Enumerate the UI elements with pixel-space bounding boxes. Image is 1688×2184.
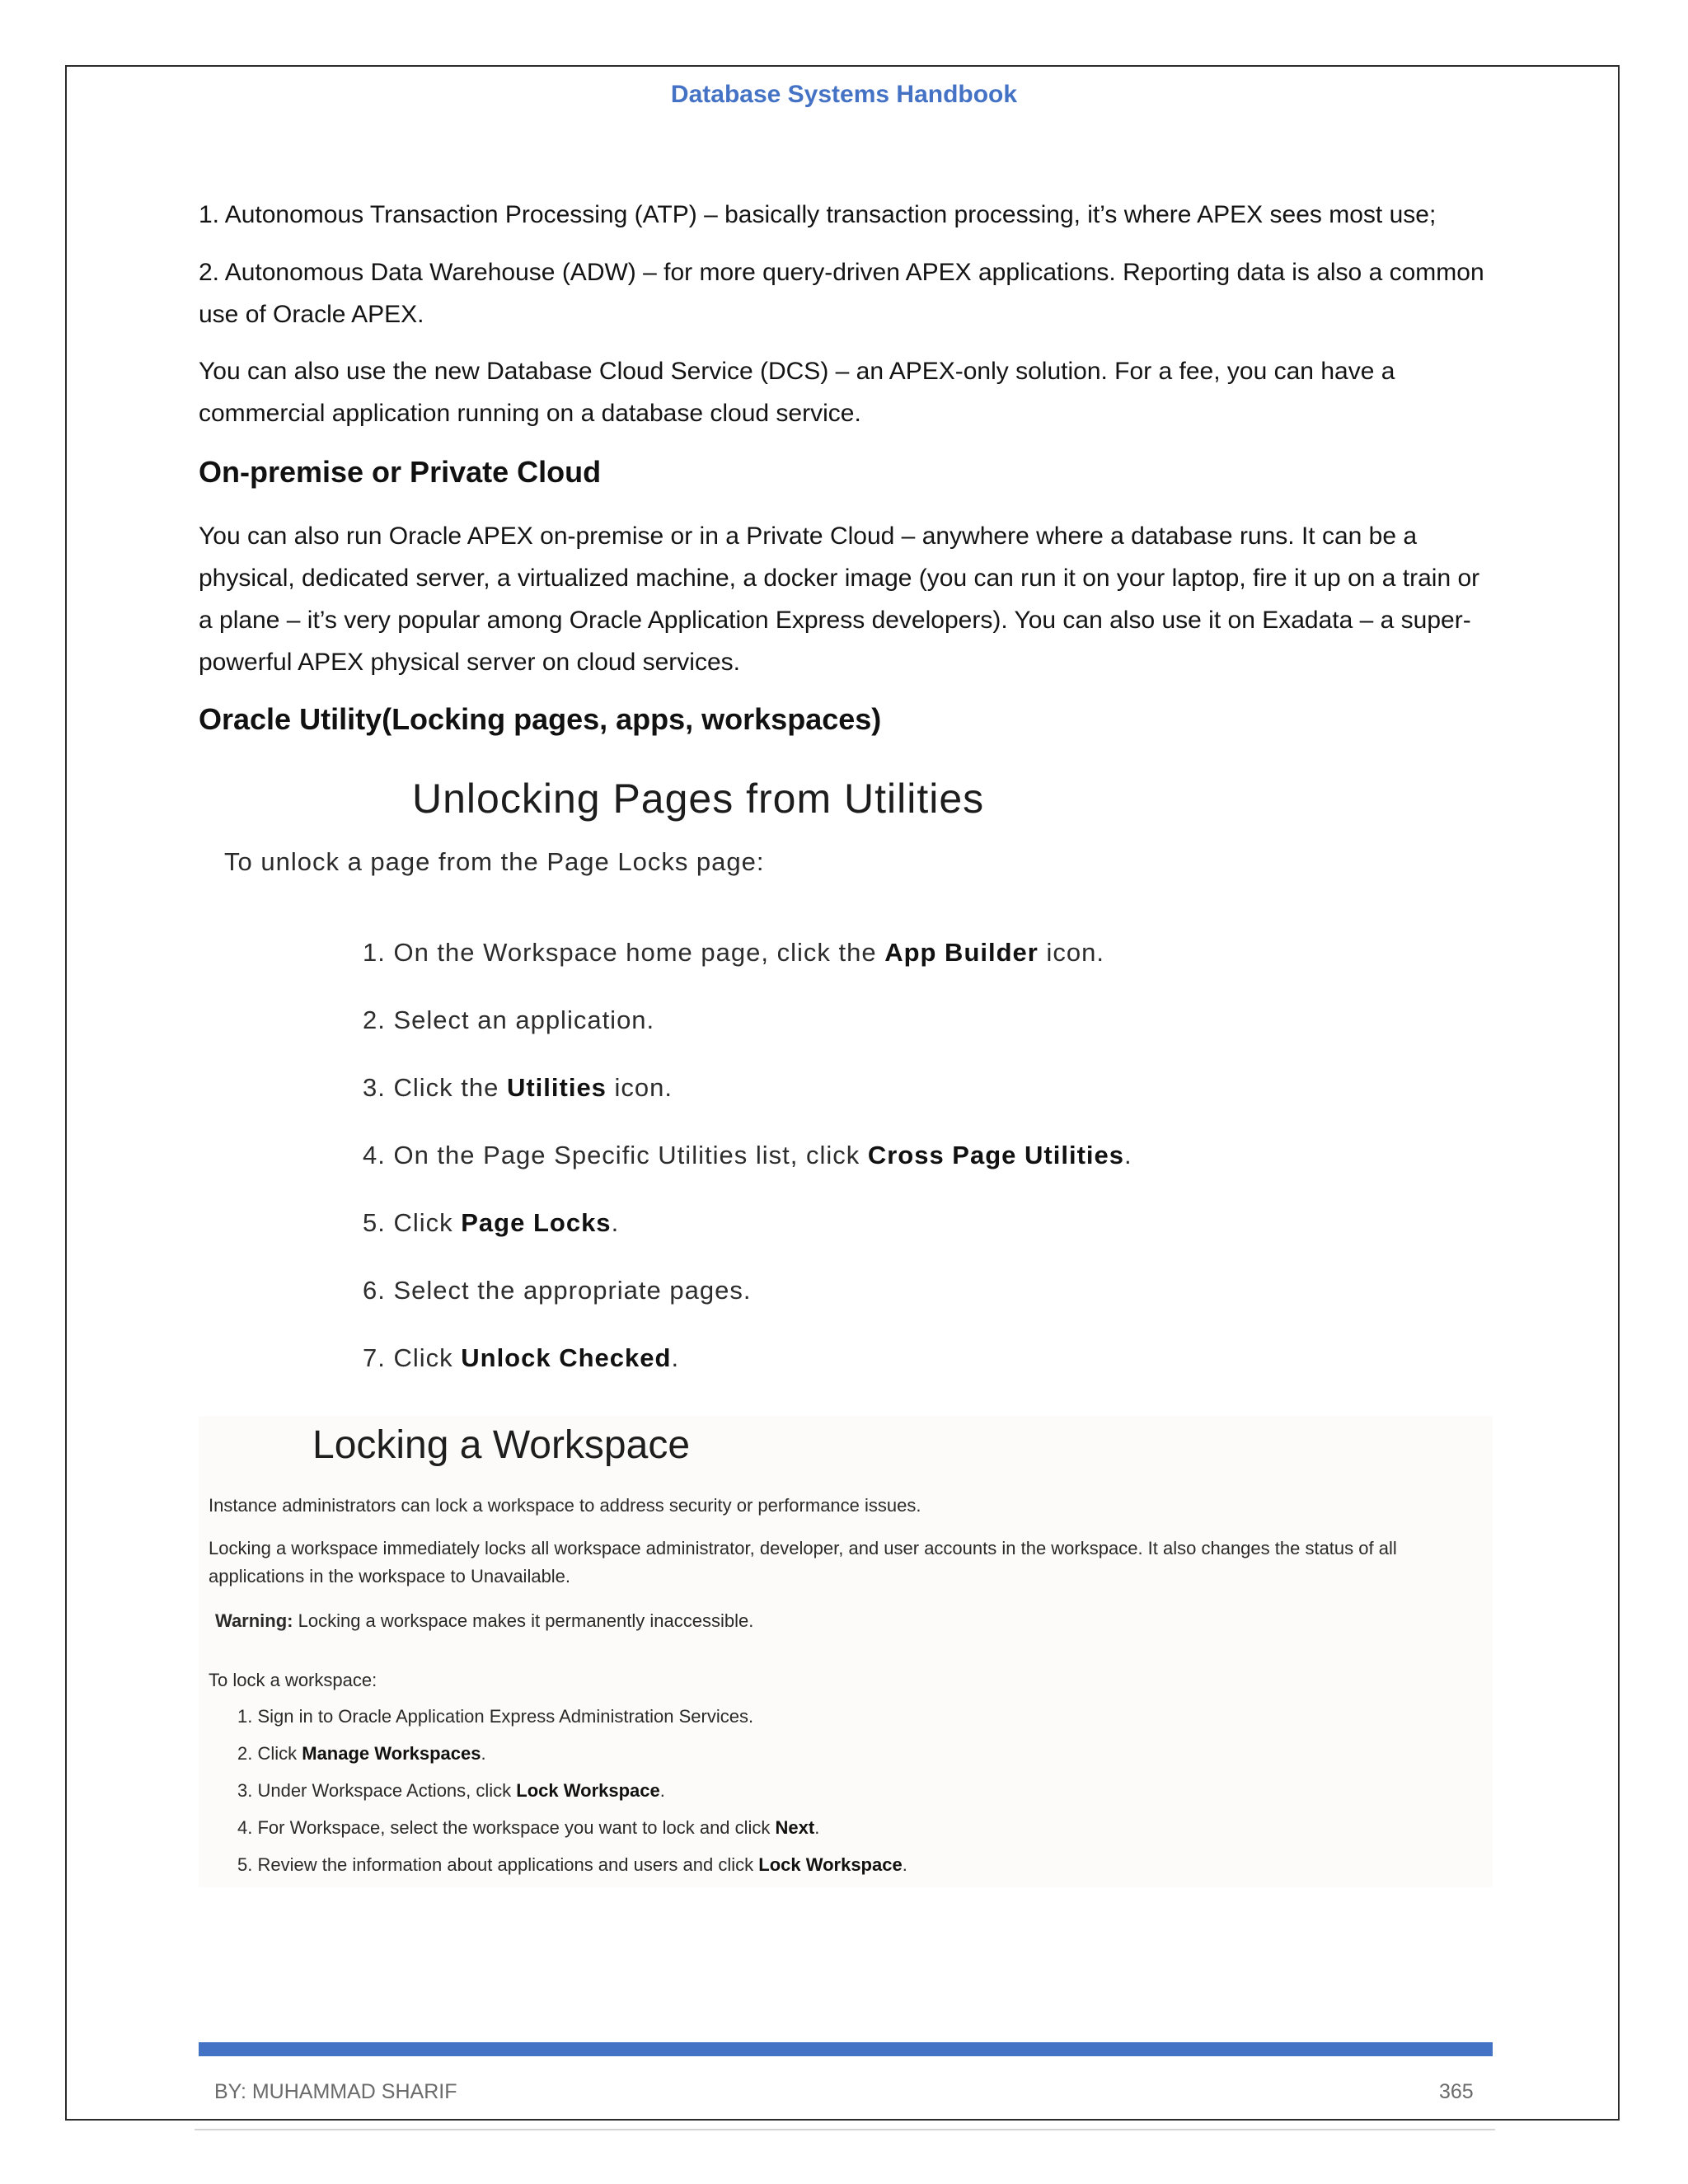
list-item: 5. Review the information about applications and users and click Lock Workspace. <box>237 1854 907 1875</box>
locking-steps <box>237 1706 907 1891</box>
locking-title: Locking a Workspace <box>312 1423 691 1467</box>
page-number: 365 <box>1439 2080 1474 2103</box>
paragraph-dcs: You can also use the new Database Cloud Service (DCS) – an APEX-only solution. For a fee, you can have a commercial application running on a database cloud service. <box>199 358 1395 427</box>
list-item: 7. Click Unlock Checked. <box>363 1343 680 1372</box>
locking-workspace-panel <box>199 1416 1493 1887</box>
unlocking-steps <box>363 938 1132 1411</box>
footer-author: BY: MUHAMMAD SHARIF <box>214 2080 457 2103</box>
running-header: Database Systems Handbook <box>670 81 1018 108</box>
paragraph-on-premise: You can also run Oracle APEX on-premise or in a Private Cloud – anywhere where a database runs. It can be a physical, dedicated server, a virtualized machine, a docker image (you can run it on your laptop, fire it up on a train or a plane – it’s very popular among Oracle Application Express developers). You can also use it on Exadata – a super-powerful APEX physical server on cloud services. <box>199 523 1480 676</box>
locking-intro: To lock a workspace: <box>209 1670 377 1690</box>
list-item: 3. Click the Utilities icon. <box>363 1073 673 1102</box>
list-item: 1. On the Workspace home page, click the App Builder icon. <box>363 938 1104 967</box>
list-item-adw: 2. Autonomous Data Warehouse (ADW) – for more query-driven APEX applications. Reporting data is also a common use of Oracle APEX. <box>199 259 1484 328</box>
list-item: 1. Sign in to Oracle Application Express Administration Services. <box>237 1706 754 1727</box>
bottom-divider <box>195 2129 1495 2130</box>
locking-paragraph-2: Locking a workspace immediately locks all workspace administrator, developer, and user accounts in the workspace. It also changes the status of all applications in the workspace to Unavailable. <box>209 1538 1397 1586</box>
heading-on-premise: On-premise or Private Cloud <box>199 455 602 489</box>
list-item: 2. Select an application. <box>363 1005 655 1034</box>
list-item: 5. Click Page Locks. <box>363 1208 620 1237</box>
unlocking-intro: To unlock a page from the Page Locks page: <box>224 847 765 876</box>
list-item: 3. Under Workspace Actions, click Lock Workspace. <box>237 1780 665 1801</box>
heading-oracle-utility: Oracle Utility(Locking pages, apps, workspaces) <box>199 702 882 736</box>
list-item: 2. Click Manage Workspaces. <box>237 1743 486 1764</box>
locking-warning <box>215 1607 753 1635</box>
footer-accent-bar <box>199 2042 1493 2056</box>
list-item: 4. For Workspace, select the workspace you want to lock and click Next. <box>237 1817 820 1838</box>
unlocking-title: Unlocking Pages from Utilities <box>412 776 985 822</box>
list-item-atp: 1. Autonomous Transaction Processing (ATP) – basically transaction processing, it’s where APEX sees most use; <box>199 201 1437 228</box>
locking-paragraph-1: Instance administrators can lock a workspace to address security or performance issues. <box>209 1495 921 1516</box>
list-item: 4. On the Page Specific Utilities list, click Cross Page Utilities. <box>363 1141 1132 1169</box>
warning-label: Warning: <box>215 1610 293 1631</box>
warning-text: Locking a workspace makes it permanently inaccessible. <box>293 1610 754 1631</box>
list-item: 6. Select the appropriate pages. <box>363 1276 752 1305</box>
